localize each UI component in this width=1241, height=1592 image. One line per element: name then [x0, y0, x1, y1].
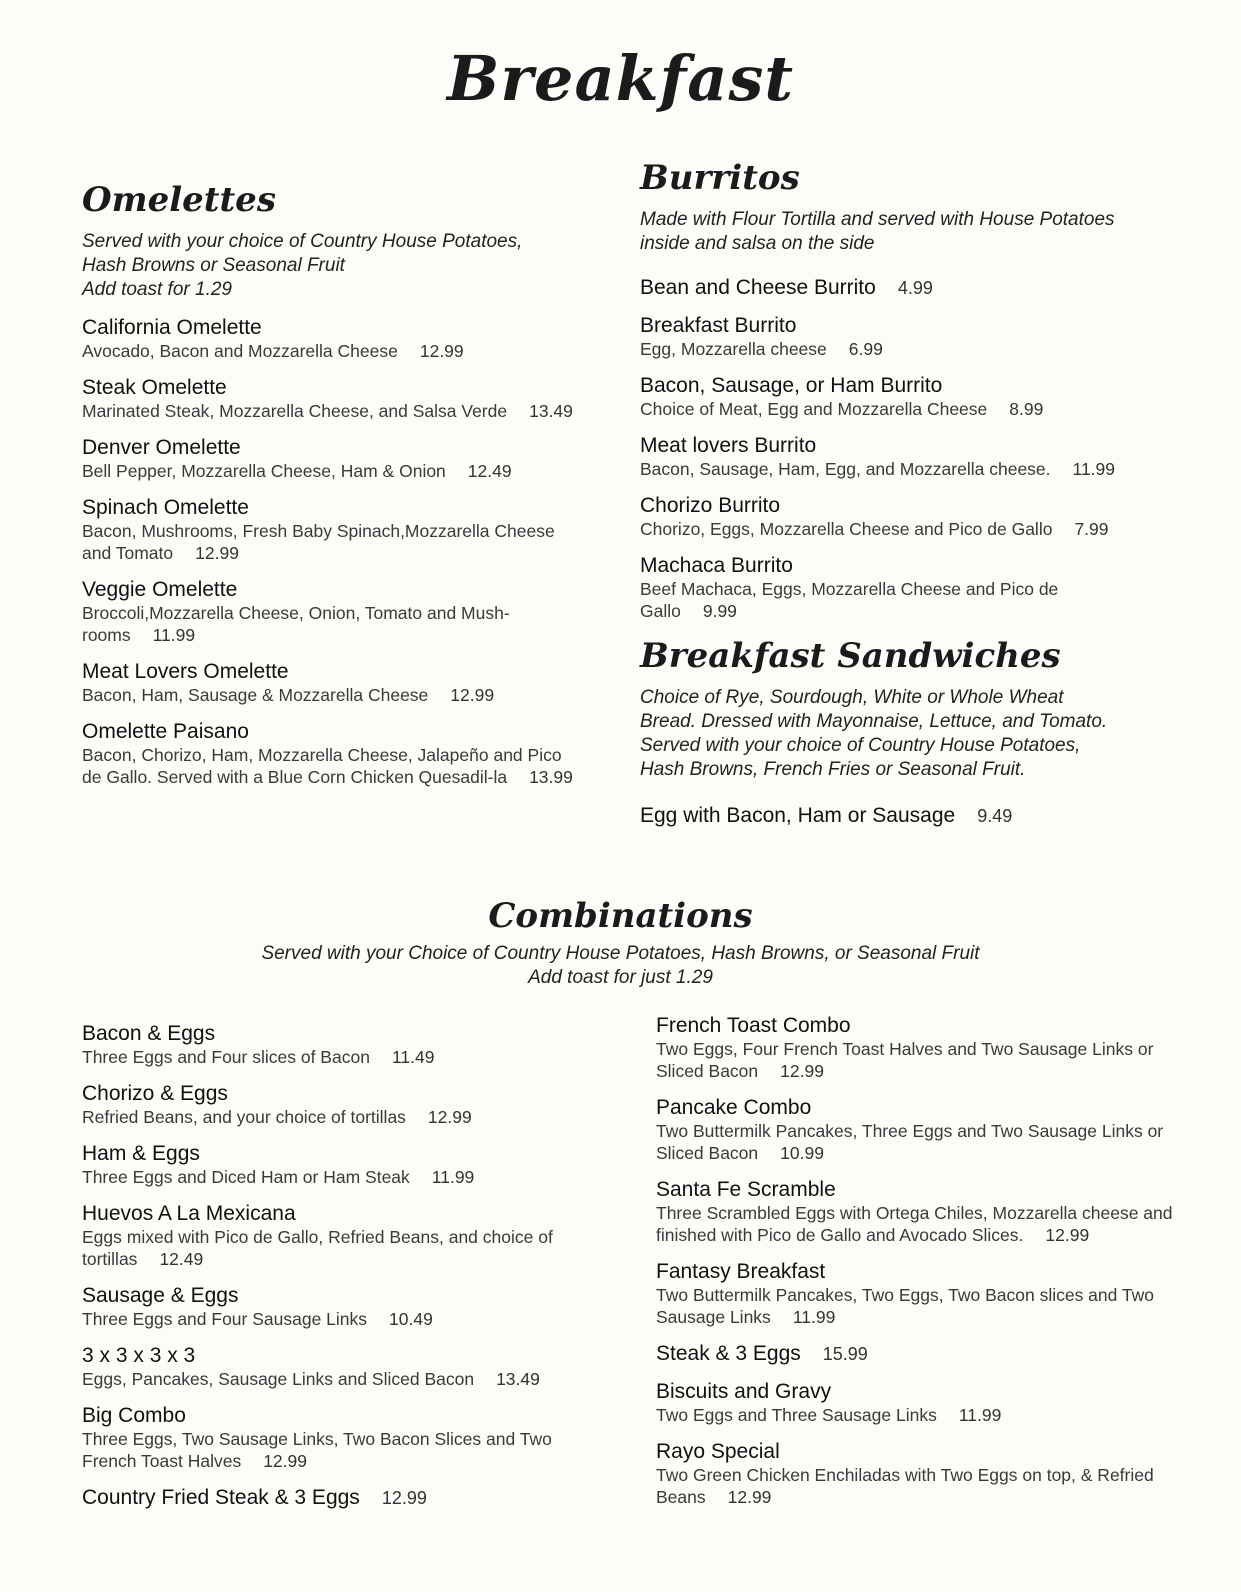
menu-item-name: Santa Fe Scramble — [656, 1178, 836, 1201]
menu-item-price: 12.99 — [450, 685, 495, 705]
menu-item-description-text: Eggs mixed with Pico de Gallo, Refried Beans, and choice of tortillas — [82, 1227, 553, 1269]
menu-item-description-text: Marinated Steak, Mozzarella Cheese, and Salsa Verde — [82, 401, 508, 421]
menu-item — [656, 1260, 1176, 1328]
menu-item-description — [640, 458, 1160, 480]
menu-item-description — [82, 1166, 602, 1188]
menu-item — [82, 660, 582, 706]
menu-item-name: Chorizo & Eggs — [82, 1082, 228, 1105]
menu-item — [82, 316, 582, 362]
sandwiches-intro: Choice of Rye, Sourdough, White or Whole Wheat Bread. Dressed with Mayonnaise, Lettuce, and Tomato. Served with your choice of Country House Potatoes, Hash Browns, French Fries or Seasonal Fruit. — [640, 687, 1108, 780]
menu-item — [656, 1014, 1176, 1082]
section-title-omelettes: Omelettes — [82, 180, 276, 220]
menu-item-description-text: Two Buttermilk Pancakes, Three Eggs and Two Sausage Links or Sliced Bacon — [656, 1121, 1164, 1163]
menu-item-description — [82, 400, 582, 422]
menu-item-price: 11.99 — [152, 625, 196, 645]
menu-item-price: 4.99 — [897, 278, 933, 298]
menu-item — [82, 1202, 602, 1270]
menu-item-description-text: Two Green Chicken Enchiladas with Two Eggs on top, & Refried Beans — [656, 1465, 1154, 1507]
menu-item-price: 11.99 — [1072, 459, 1116, 479]
section-title-combinations: Combinations — [488, 896, 753, 936]
menu-item-description-text: Bacon, Ham, Sausage & Mozzarella Cheese — [82, 685, 429, 705]
menu-item-name: 3 x 3 x 3 x 3 — [82, 1344, 196, 1367]
menu-item-name: Steak & 3 Eggs — [656, 1342, 801, 1365]
menu-item-description — [82, 1046, 602, 1068]
menu-item-price: 13.99 — [529, 767, 573, 787]
menu-item — [82, 578, 582, 646]
menu-item-description — [82, 1226, 602, 1270]
menu-item-description-text: Egg, Mozzarella cheese — [640, 339, 827, 359]
menu-item-name: Meat lovers Burrito — [640, 434, 817, 457]
menu-item-description — [656, 1464, 1176, 1508]
menu-item — [82, 496, 582, 564]
menu-item-description — [82, 460, 582, 482]
menu-item-description — [82, 1308, 602, 1330]
section-title-sandwiches: Breakfast Sandwiches — [640, 636, 1061, 676]
combinations-intro: Served with your Choice of Country House Potatoes, Hash Browns, or Seasonal Fruit Add toast for just 1.29 — [261, 943, 980, 988]
menu-item-name: Spinach Omelette — [82, 496, 249, 519]
menu-item-name: French Toast Combo — [656, 1014, 851, 1037]
menu-item-name: Steak Omelette — [82, 376, 227, 399]
menu-item — [640, 374, 1160, 420]
menu-item-description — [82, 340, 582, 362]
menu-item-price: 12.99 — [427, 1107, 472, 1127]
menu-item — [82, 1142, 602, 1188]
menu-item — [640, 554, 1160, 622]
menu-item — [640, 494, 1160, 540]
menu-item-name: Pancake Combo — [656, 1096, 812, 1119]
menu-item-description — [82, 602, 582, 646]
menu-item-name: Veggie Omelette — [82, 578, 238, 601]
page-title: Breakfast — [446, 42, 795, 115]
menu-item-name: Omelette Paisano — [82, 720, 249, 743]
burritos-section — [640, 158, 1160, 842]
menu-item — [82, 1404, 602, 1472]
menu-item-name: Bacon & Eggs — [82, 1022, 216, 1045]
menu-item — [82, 1082, 602, 1128]
menu-item-name: Sausage & Eggs — [82, 1284, 239, 1307]
menu-item-description-text: Avocado, Bacon and Mozzarella Cheese — [82, 341, 398, 361]
menu-item-price: 11.99 — [958, 1405, 1002, 1425]
menu-item-description-text: Eggs, Pancakes, Sausage Links and Sliced Bacon — [82, 1369, 475, 1389]
menu-item-description — [656, 1284, 1176, 1328]
menu-item-description — [656, 1038, 1176, 1082]
menu-item-price: 12.49 — [159, 1249, 204, 1269]
menu-item — [656, 1440, 1176, 1508]
menu-item-price: 9.49 — [977, 806, 1013, 826]
menu-item-name: Bean and Cheese Burrito — [640, 276, 876, 299]
combinations-right-list — [656, 1014, 1176, 1508]
menu-item-description-text: Broccoli,Mozzarella Cheese, Onion, Tomato and Mush-rooms — [82, 603, 510, 645]
combinations-header — [0, 896, 1241, 1004]
menu-item-name: Chorizo Burrito — [640, 494, 781, 517]
burritos-intro: Made with Flour Tortilla and served with House Potatoes inside and salsa on the side — [640, 209, 1115, 254]
omelettes-list — [82, 316, 582, 788]
section-title-burritos: Burritos — [640, 158, 800, 198]
menu-item-description-text: Bacon, Mushrooms, Fresh Baby Spinach,Mozzarella Cheese and Tomato — [82, 521, 555, 563]
menu-item-name: California Omelette — [82, 316, 262, 339]
burritos-list — [640, 276, 1160, 622]
menu-item-name: Meat Lovers Omelette — [82, 660, 289, 683]
menu-item-price: 12.99 — [381, 1488, 427, 1508]
menu-item-description — [640, 518, 1160, 540]
menu-item-price: 13.49 — [529, 401, 573, 421]
menu-item-price: 13.49 — [496, 1369, 540, 1389]
menu-item — [82, 720, 582, 788]
menu-item-description — [656, 1202, 1176, 1246]
menu-item-description-text: Choice of Meat, Egg and Mozzarella Cheese — [640, 399, 988, 419]
menu-item — [82, 376, 582, 422]
menu-item-name: Ham & Eggs — [82, 1142, 200, 1165]
menu-item — [640, 804, 1160, 828]
menu-item-price: 10.99 — [780, 1143, 824, 1163]
menu-item-price: 15.99 — [822, 1344, 868, 1364]
menu-item-price: 7.99 — [1074, 519, 1109, 539]
menu-item-price: 12.49 — [467, 461, 512, 481]
menu-item-description-text: Three Eggs, Two Sausage Links, Two Bacon Slices and Two French Toast Halves — [82, 1429, 552, 1471]
menu-item-description-text: Three Scrambled Eggs with Ortega Chiles, Mozzarella cheese and finished with Pico de Gallo and Avocado Slices. — [656, 1203, 1173, 1245]
menu-item-price: 10.49 — [389, 1309, 433, 1329]
menu-item-description — [82, 744, 582, 788]
menu-item-name: Biscuits and Gravy — [656, 1380, 832, 1403]
menu-item-description — [656, 1120, 1176, 1164]
menu-item-description — [640, 578, 1160, 622]
menu-item-description-text: Two Buttermilk Pancakes, Two Eggs, Two Bacon slices and Two Sausage Links — [656, 1285, 1155, 1327]
menu-item-name: Breakfast Burrito — [640, 314, 797, 337]
menu-item-description — [82, 1428, 602, 1472]
menu-item-name: Denver Omelette — [82, 436, 241, 459]
menu-item-name: Bacon, Sausage, or Ham Burrito — [640, 374, 943, 397]
menu-item — [82, 1344, 602, 1390]
menu-item-price: 12.99 — [195, 543, 239, 563]
menu-item-description-text: Two Eggs and Three Sausage Links — [656, 1405, 937, 1425]
menu-item-price: 9.99 — [702, 601, 737, 621]
menu-item-description — [640, 338, 1160, 360]
menu-item-description-text: Two Eggs, Four French Toast Halves and Two Sausage Links or Sliced Bacon — [656, 1039, 1154, 1081]
menu-item-price: 12.99 — [263, 1451, 307, 1471]
menu-item — [656, 1342, 1176, 1366]
menu-item — [640, 276, 1160, 300]
menu-item-name: Fantasy Breakfast — [656, 1260, 826, 1283]
menu-item-name: Big Combo — [82, 1404, 186, 1427]
menu-item-price: 12.99 — [1045, 1225, 1090, 1245]
omelettes-section — [82, 180, 582, 802]
menu-item-description — [82, 684, 582, 706]
menu-item-price: 11.99 — [431, 1167, 475, 1187]
menu-item — [640, 434, 1160, 480]
menu-item — [656, 1178, 1176, 1246]
menu-item-description — [640, 398, 1160, 420]
menu-item-description-text: Bacon, Sausage, Ham, Egg, and Mozzarella cheese. — [640, 459, 1051, 479]
menu-item-price: 8.99 — [1009, 399, 1044, 419]
menu-item-name: Machaca Burrito — [640, 554, 793, 577]
menu-item-description — [82, 520, 582, 564]
menu-item — [82, 436, 582, 482]
menu-item-price: 12.99 — [780, 1061, 824, 1081]
menu-item — [656, 1096, 1176, 1164]
menu-item — [82, 1486, 602, 1510]
menu-item-price: 11.49 — [391, 1047, 435, 1067]
menu-item-description — [656, 1404, 1176, 1426]
combinations-left-list — [82, 1022, 602, 1510]
menu-item — [82, 1284, 602, 1330]
menu-item-price: 11.99 — [792, 1307, 836, 1327]
menu-item-name: Country Fried Steak & 3 Eggs — [82, 1486, 360, 1509]
menu-item-description-text: Three Eggs and Four slices of Bacon — [82, 1047, 370, 1067]
menu-item-description — [82, 1368, 602, 1390]
menu-item — [82, 1022, 602, 1068]
menu-item — [640, 314, 1160, 360]
sandwiches-list — [640, 804, 1160, 828]
menu-item-description-text: Chorizo, Eggs, Mozzarella Cheese and Pico de Gallo — [640, 519, 1053, 539]
menu-item-description-text: Three Eggs and Four Sausage Links — [82, 1309, 368, 1329]
menu-item-name: Huevos A La Mexicana — [82, 1202, 296, 1225]
menu-item-description-text: Refried Beans, and your choice of tortillas — [82, 1107, 406, 1127]
menu-item-name: Rayo Special — [656, 1440, 780, 1463]
combinations-left — [82, 1022, 602, 1524]
menu-item-price: 6.99 — [848, 339, 883, 359]
menu-item-description — [82, 1106, 602, 1128]
menu-item — [656, 1380, 1176, 1426]
omelettes-intro: Served with your choice of Country House Potatoes, Hash Browns or Seasonal Fruit Add toast for 1.29 — [82, 231, 523, 300]
menu-item-description-text: Bell Pepper, Mozzarella Cheese, Ham & Onion — [82, 461, 446, 481]
menu-item-description-text: Three Eggs and Diced Ham or Ham Steak — [82, 1167, 410, 1187]
menu-item-name: Egg with Bacon, Ham or Sausage — [640, 804, 956, 827]
combinations-right — [656, 1014, 1176, 1522]
menu-item-price: 12.99 — [727, 1487, 772, 1507]
menu-item-description-text: Bacon, Chorizo, Ham, Mozzarella Cheese, Jalapeño and Pico de Gallo. Served with a Blue Corn Chicken Quesadil-la — [82, 745, 562, 787]
menu-item-description-text: Beef Machaca, Eggs, Mozzarella Cheese and Pico de Gallo — [640, 579, 1059, 621]
menu-item-price: 12.99 — [419, 341, 464, 361]
